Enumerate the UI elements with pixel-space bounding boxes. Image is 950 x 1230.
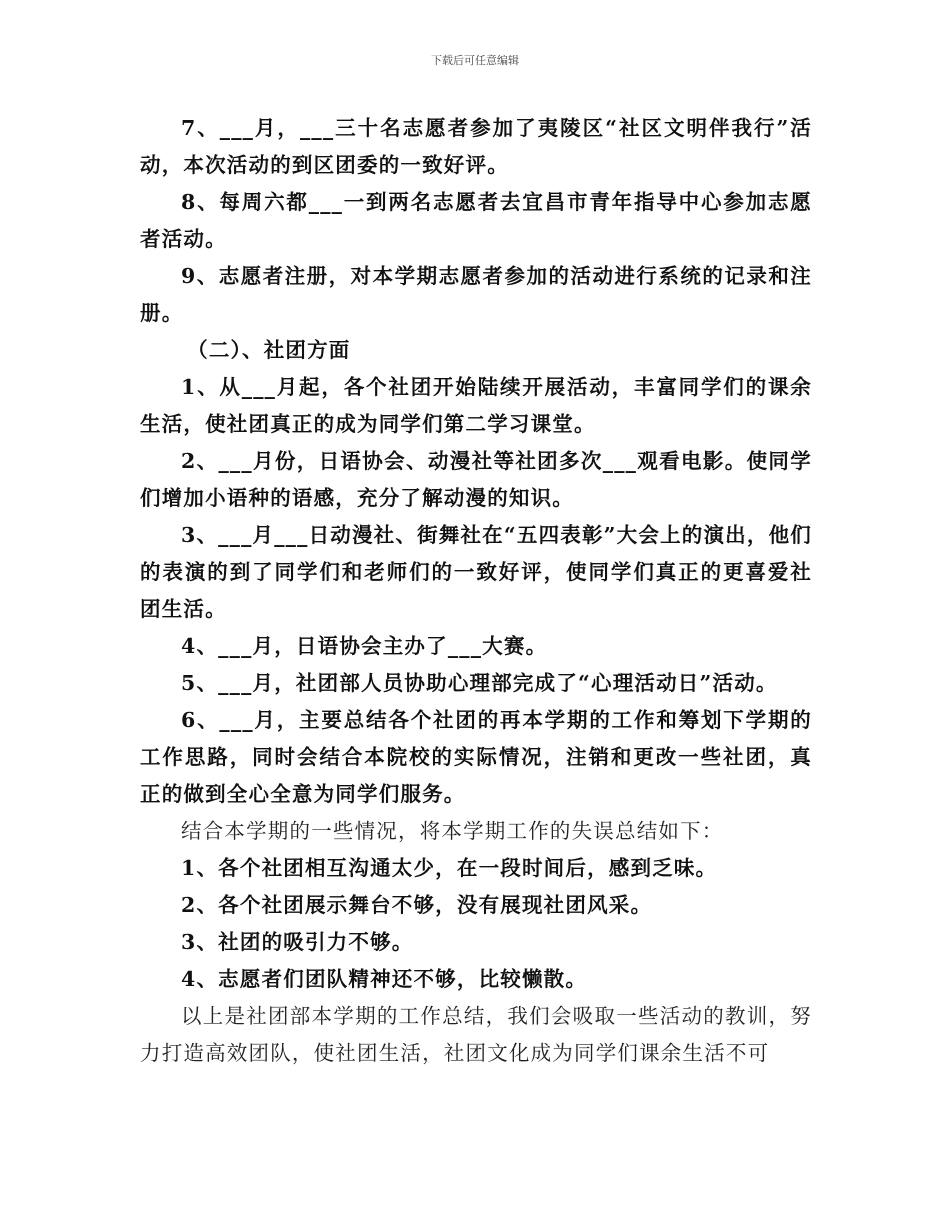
paragraph-club-4: 4、___月，日语协会主办了___大赛。 (181, 634, 548, 658)
section-heading: （二）、社团方面 (187, 338, 351, 362)
summary-intro: 结合本学期的一些情况，将本学期工作的失误总结如下： (181, 819, 724, 843)
mistake-item-1: 1、各个社团相互沟通太少，在一段时间后，感到乏味。 (181, 856, 718, 880)
mistake-item-4: 4、志愿者们团队精神还不够，比较懒散。 (181, 967, 588, 991)
page-header: 下载后可任意编辑 (431, 54, 519, 67)
paragraph-item-8: 8、每周六都___一到两名志愿者去宜昌市青年指导中心参加志愿者活动。 (140, 190, 812, 251)
closing-paragraph: 以上是社团部本学期的工作总结，我们会吸取一些活动的教训，努力打造高效团队，使社团生活，社团文化成为同学们课余生活不可 (140, 1004, 812, 1065)
mistake-item-2: 2、各个社团展示舞台不够，没有展现社团风采。 (181, 893, 653, 917)
mistake-item-3: 3、社团的吸引力不够。 (181, 930, 414, 954)
paragraph-club-6: 6、___月，主要总结各个社团的再本学期的工作和筹划下学期的工作思路，同时会结合本院校的实际情况，注销和更改一些社团，真正的做到全心全意为同学们服务。 (140, 708, 812, 806)
paragraph-item-9: 9、志愿者注册，对本学期志愿者参加的活动进行系统的记录和注册。 (140, 264, 812, 325)
paragraph-club-3: 3、___月___日动漫社、街舞社在“五四表彰”大会上的演出，他们的表演的到了同学们和老师们的一致好评，使同学们真正的更喜爱社团生活。 (140, 523, 812, 621)
paragraph-club-5: 5、___月，社团部人员协助心理部完成了“心理活动日”活动。 (181, 671, 778, 695)
paragraph-club-1: 1、从___月起，各个社团开始陆续开展活动，丰富同学们的课余生活，使社团真正的成为同学们第二学习课堂。 (140, 375, 812, 436)
document-body (140, 110, 812, 1072)
paragraph-club-2: 2、___月份，日语协会、动漫社等社团多次___观看电影。使同学们增加小语种的语感，充分了解动漫的知识。 (140, 449, 812, 510)
paragraph-item-7: 7、___月，___三十名志愿者参加了夷陵区“社区文明伴我行”活动，本次活动的到区团委的一致好评。 (140, 116, 812, 177)
